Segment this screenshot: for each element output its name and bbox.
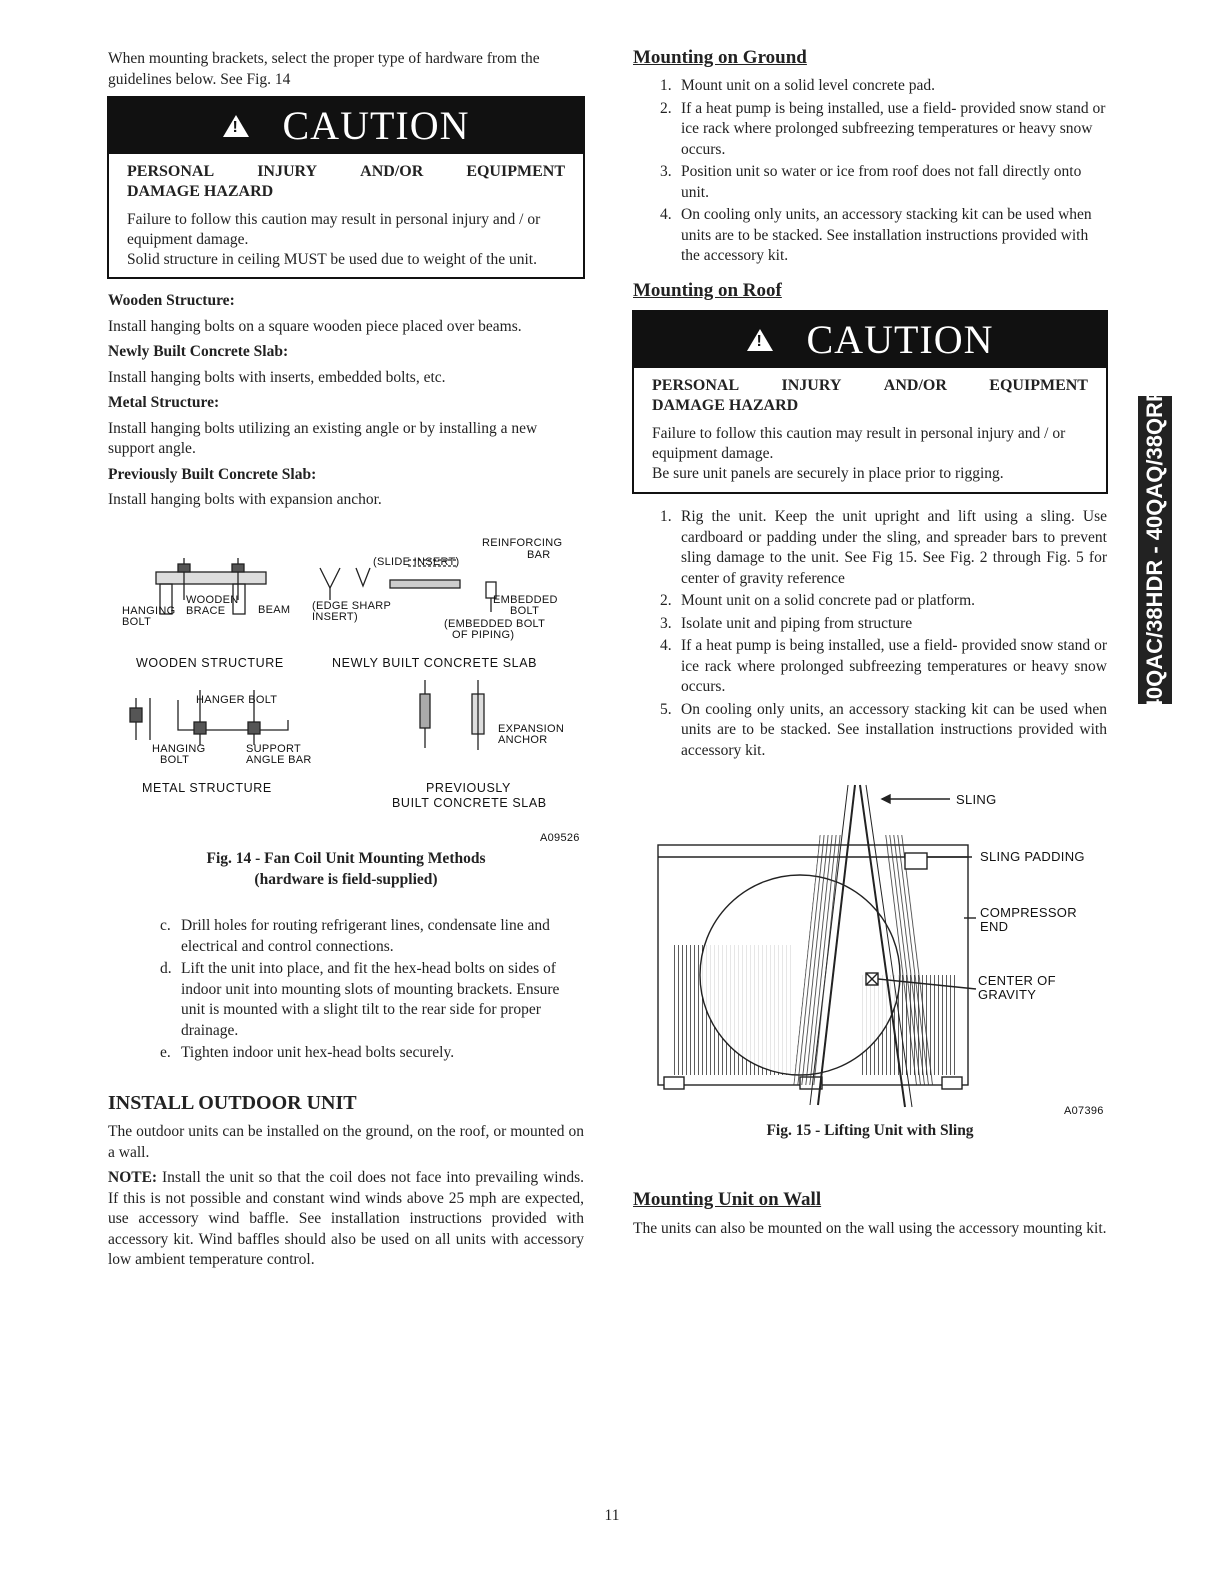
warning-triangle-icon <box>223 115 249 137</box>
list-item <box>133 1043 583 1064</box>
list-text: Drill holes for routing refrigerant lines, condensate line and electrical and control connections. <box>181 917 550 955</box>
label-center-of: CENTER OF <box>978 973 1056 988</box>
hazard-word: AND/OR <box>883 377 947 394</box>
label-sling-padding: SLING PADDING <box>980 849 1085 864</box>
list-text: On cooling only units, an accessory stacking kit can be used when units are to be stacked. See installation instructions provided with the accessory kit. <box>681 206 1092 264</box>
intro-text: When mounting brackets, select the proper type of hardware from the guidelines below. See Fig. 14 <box>108 50 540 88</box>
list-text: Mount unit on a solid concrete pad or platform. <box>681 592 976 609</box>
structure-text: Install hanging bolts utilizing an existing angle or by installing a new support angle. <box>108 419 538 457</box>
label-wooden-structure: WOODEN STRUCTURE <box>136 656 284 670</box>
list-text: Rig the unit. Keep the unit upright and lift using a sling. Use cardboard or padding under the sling, and spreader bars to prevent sling damage to the unit. See Fig 15. See Fig. 2 through Fig. 5 for center of gravity reference <box>681 508 1107 587</box>
structure-guidelines <box>108 291 584 511</box>
hazard-word: PERSONAL <box>652 377 740 394</box>
list-marker: e. <box>160 1044 171 1061</box>
side-tab-text: 40QAC/38HDR - 40QAQ/38QRF <box>1141 388 1167 712</box>
side-tab <box>1138 388 1172 712</box>
wall-heading: Mounting Unit on Wall <box>633 1189 822 1210</box>
list-marker: 4. <box>660 637 672 654</box>
list-text: Mount unit on a solid level concrete pad. <box>681 77 935 94</box>
label-previously: PREVIOUSLY <box>426 781 511 795</box>
label-end: END <box>980 919 1009 934</box>
install-text: The outdoor units can be installed on the ground, on the roof, or mounted on a wall. <box>108 1123 584 1161</box>
caution-title: CAUTION <box>806 316 994 362</box>
list-item <box>633 76 1107 97</box>
list-marker: 3. <box>660 614 672 632</box>
label-edge-sharp: (EDGE SHARP <box>312 600 392 612</box>
note-label: NOTE: <box>108 1169 158 1186</box>
label-built-slab: BUILT CONCRETE SLAB <box>392 796 547 810</box>
caution-title: CAUTION <box>282 102 470 148</box>
figure-code-15: A07396 <box>1064 1105 1104 1117</box>
wall-text: The units can also be mounted on the wall using the accessory mounting kit. <box>633 1220 1107 1237</box>
list-text: Lift the unit into place, and fit the hex-head bolts on sides of indoor unit into mounting slots of mounting brackets. Ensure unit is mounted with a slight tilt to the rear side for proper drainage. <box>181 960 560 1039</box>
list-text: If a heat pump is being installed, use a field- provided snow stand or ice rack where prolonged subfreezing temperatures or heavy snow occurs. <box>681 637 1107 695</box>
caution-text: Be sure unit panels are securely in place prior to rigging. <box>652 465 1004 482</box>
hazard-word: INJURY <box>257 163 318 180</box>
structure-title: Wooden Structure: <box>108 292 235 309</box>
list-marker: 1. <box>660 508 672 525</box>
label-expansion: EXPANSION <box>498 723 565 735</box>
list-text: Isolate unit and piping from structure <box>681 614 913 632</box>
hazard-word: PERSONAL <box>127 163 215 180</box>
list-marker: 3. <box>660 163 672 180</box>
fig15-caption: Fig. 15 - Lifting Unit with Sling <box>766 1122 974 1139</box>
roof-list <box>633 507 1107 761</box>
label-anchor: ANCHOR <box>498 734 548 746</box>
figure-code-14: A09526 <box>540 832 580 844</box>
list-item <box>633 591 1107 612</box>
list-item <box>633 99 1107 161</box>
caution-box-1 <box>107 96 585 279</box>
label-angle-bar: ANGLE BAR <box>246 754 312 766</box>
label-of-piping: OF PIPING) <box>452 629 515 641</box>
fig14-caption: Fig. 14 - Fan Coil Unit Mounting Methods <box>206 850 486 867</box>
label-beam: BEAM <box>258 604 291 616</box>
caution-box-2 <box>632 310 1108 494</box>
list-item <box>633 205 1107 267</box>
list-item <box>133 959 583 1041</box>
note-body: Install the unit so that the coil does not face into prevailing winds. If this is not possible and constant wind winds above 25 mph are expected, use accessory wind baffle. See installation instructions provided with accessory kit. Wind baffles should also be used on all units with accessory low ambient temperature control. <box>108 1169 584 1268</box>
hazard-word: EQUIPMENT <box>989 377 1088 394</box>
label-hanger-bolt: HANGER BOLT <box>196 694 278 706</box>
hazard-word: INJURY <box>781 377 842 394</box>
ground-heading: Mounting on Ground <box>633 47 807 68</box>
hazard-title-line2: DAMAGE HAZARD <box>652 397 799 414</box>
structure-text: Install hanging bolts with expansion anchor. <box>108 491 382 508</box>
label-gravity: GRAVITY <box>978 987 1037 1002</box>
list-item <box>633 614 1107 635</box>
label-support: SUPPORT <box>246 743 302 755</box>
caution-body-1 <box>109 202 583 274</box>
label-embedded: EMBEDDED <box>493 594 558 606</box>
label-sling: SLING <box>956 792 997 807</box>
list-item <box>633 636 1107 698</box>
roof-heading: Mounting on Roof <box>633 280 782 301</box>
structure-title: Metal Structure: <box>108 394 220 411</box>
label-bolt2: BOLT <box>160 754 190 766</box>
label-embedded-bolt-b: BOLT <box>510 605 540 617</box>
list-item <box>633 162 1107 203</box>
fig14-caption-sub: (hardware is field-supplied) <box>254 871 438 888</box>
ground-list <box>633 76 1107 267</box>
hazard-title-line2: DAMAGE HAZARD <box>127 183 274 200</box>
list-text: Position unit so water or ice from roof does not fall directly onto unit. <box>681 163 1082 201</box>
structure-text: Install hanging bolts on a square wooden piece placed over beams. <box>108 317 522 335</box>
hazard-title-line1 <box>634 368 1106 396</box>
caution-header-2 <box>634 312 1106 368</box>
page-number: 11 <box>604 1507 620 1524</box>
label-brace: BRACE <box>186 605 226 617</box>
list-item <box>633 507 1107 589</box>
structure-title: Newly Built Concrete Slab: <box>108 343 289 360</box>
hazard-word: EQUIPMENT <box>466 163 565 180</box>
caution-text: Failure to follow this caution may result in personal injury and / or equipment damage. <box>127 211 541 248</box>
fig15-drawing <box>650 775 990 1125</box>
hazard-title-line1 <box>109 154 583 182</box>
label-compressor: COMPRESSOR <box>980 905 1077 920</box>
list-marker: 2. <box>660 592 672 609</box>
label-bolt: BOLT <box>122 616 152 628</box>
list-marker: 1. <box>660 77 672 94</box>
structure-title: Previously Built Concrete Slab: <box>108 465 317 483</box>
list-item <box>633 700 1107 762</box>
list-marker: 2. <box>660 99 672 117</box>
label-newly-built: NEWLY BUILT CONCRETE SLAB <box>332 656 538 670</box>
list-text: On cooling only units, an accessory stacking kit can be used when units are to be stacked. See installation instructions provided with accessory kit. <box>681 700 1107 759</box>
caution-text: Solid structure in ceiling MUST be used due to weight of the unit. <box>127 251 537 268</box>
list-marker: d. <box>160 960 172 977</box>
label-bar: BAR <box>527 549 551 561</box>
caution-text: Failure to follow this caution may result in personal injury and / or equipment damage. <box>652 425 1066 462</box>
list-marker: 4. <box>660 206 672 223</box>
caution-body-2 <box>634 416 1106 488</box>
label-hanging: HANGING <box>122 605 176 617</box>
list-marker: c. <box>160 917 171 934</box>
label-reinforcing: REINFORCING <box>482 537 563 549</box>
list-item <box>133 916 583 957</box>
warning-triangle-icon <box>747 329 773 351</box>
list-text: If a heat pump is being installed, use a field- provided snow stand or ice rack where prolonged subfreezing temperatures or heavy snow occurs. <box>681 99 1106 158</box>
label-insert: INSERT) <box>312 611 358 623</box>
note-text <box>108 1168 584 1271</box>
label-embedded-bolt: (EMBEDDED BOLT <box>444 618 546 630</box>
label-wooden: WOODEN <box>186 594 239 606</box>
list-marker: 5. <box>660 700 672 718</box>
list-text: Tighten indoor unit hex-head bolts securely. <box>181 1044 455 1061</box>
structure-text: Install hanging bolts with inserts, embedded bolts, etc. <box>108 368 446 386</box>
fig14-drawing <box>108 530 588 820</box>
label-hanging2: HANGING <box>152 743 206 755</box>
hazard-word: AND/OR <box>360 163 424 180</box>
label-slide-insert: (SLIDE INSERT) <box>373 556 460 568</box>
indoor-steps <box>133 916 583 1064</box>
label-metal-structure: METAL STRUCTURE <box>142 781 272 795</box>
install-heading: INSTALL OUTDOOR UNIT <box>108 1092 357 1114</box>
caution-header-1 <box>109 98 583 154</box>
